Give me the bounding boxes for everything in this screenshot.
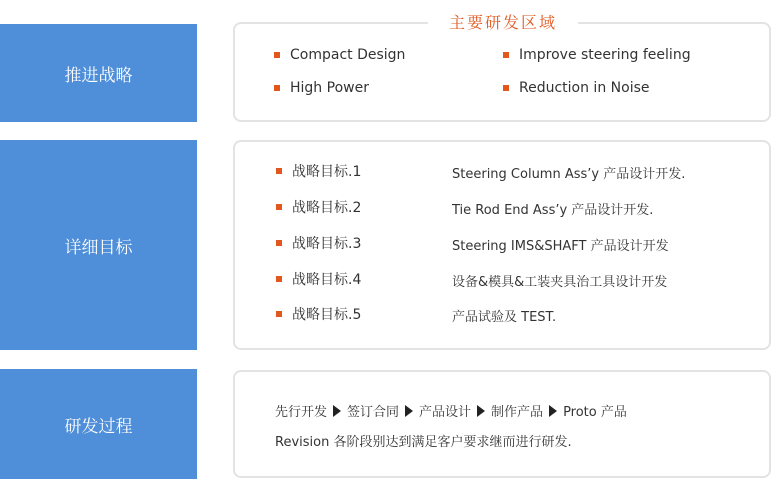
bullet-icon (274, 52, 280, 58)
arrow-right-icon (549, 405, 557, 417)
arrow-right-icon (333, 405, 341, 417)
goal-desc: 设备&模具&工装夹具治工具设计开发 (452, 275, 668, 290)
process-label-text: 研发过程 (64, 416, 133, 437)
goal-item (276, 161, 361, 181)
process-step: 先行开发 (275, 405, 328, 420)
strategy-box (233, 22, 771, 122)
goal-name: 战略目标.4 (292, 272, 362, 288)
process-step: Proto 产品 (563, 405, 627, 420)
bullet-icon (276, 311, 282, 317)
page-title: 主要研发区域 (428, 8, 578, 35)
section-label-process (0, 369, 197, 479)
strategy-item-text: Compact Design (290, 47, 406, 63)
bullet-icon (276, 240, 282, 246)
strategy-item (503, 47, 691, 63)
strategy-item (503, 80, 649, 96)
strategy-item (274, 47, 405, 63)
goal-item (276, 269, 361, 289)
strategy-label-text: 推进战略 (64, 65, 133, 86)
goal-item (276, 197, 361, 217)
goal-desc: 产品试验及 TEST. (452, 310, 557, 325)
bullet-icon (274, 85, 280, 91)
strategy-item (274, 80, 369, 96)
bullet-icon (276, 276, 282, 282)
goal-item (276, 304, 361, 324)
goal-desc: Tie Rod End Ass’y 产品设计开发. (452, 203, 654, 218)
goal-desc: Steering Column Ass’y 产品设计开发. (452, 167, 686, 182)
goal-desc: Steering IMS&SHAFT 产品设计开发 (452, 239, 669, 254)
goal-name: 战略目标.1 (292, 164, 362, 180)
goal-name: 战略目标.5 (292, 307, 362, 323)
strategy-item-text: High Power (290, 80, 369, 96)
arrow-right-icon (405, 405, 413, 417)
bullet-icon (276, 204, 282, 210)
goal-item (276, 233, 361, 253)
strategy-item-text: Reduction in Noise (519, 80, 650, 96)
section-label-strategy (0, 24, 197, 122)
bullet-icon (503, 85, 509, 91)
process-step: 产品设计 (419, 405, 472, 420)
process-step: 签订合同 (347, 405, 400, 420)
strategy-item-text: Improve steering feeling (519, 47, 691, 63)
goal-name: 战略目标.3 (292, 236, 362, 252)
bullet-icon (503, 52, 509, 58)
process-box (233, 370, 771, 478)
goals-label-text: 详细目标 (64, 237, 133, 258)
goal-name: 战略目标.2 (292, 200, 362, 216)
process-step: 制作产品 (491, 405, 544, 420)
arrow-right-icon (477, 405, 485, 417)
process-steps (275, 401, 627, 420)
section-label-goals (0, 140, 197, 350)
process-note: Revision 各阶段别达到满足客户要求继而进行研发. (275, 435, 572, 450)
bullet-icon (276, 168, 282, 174)
